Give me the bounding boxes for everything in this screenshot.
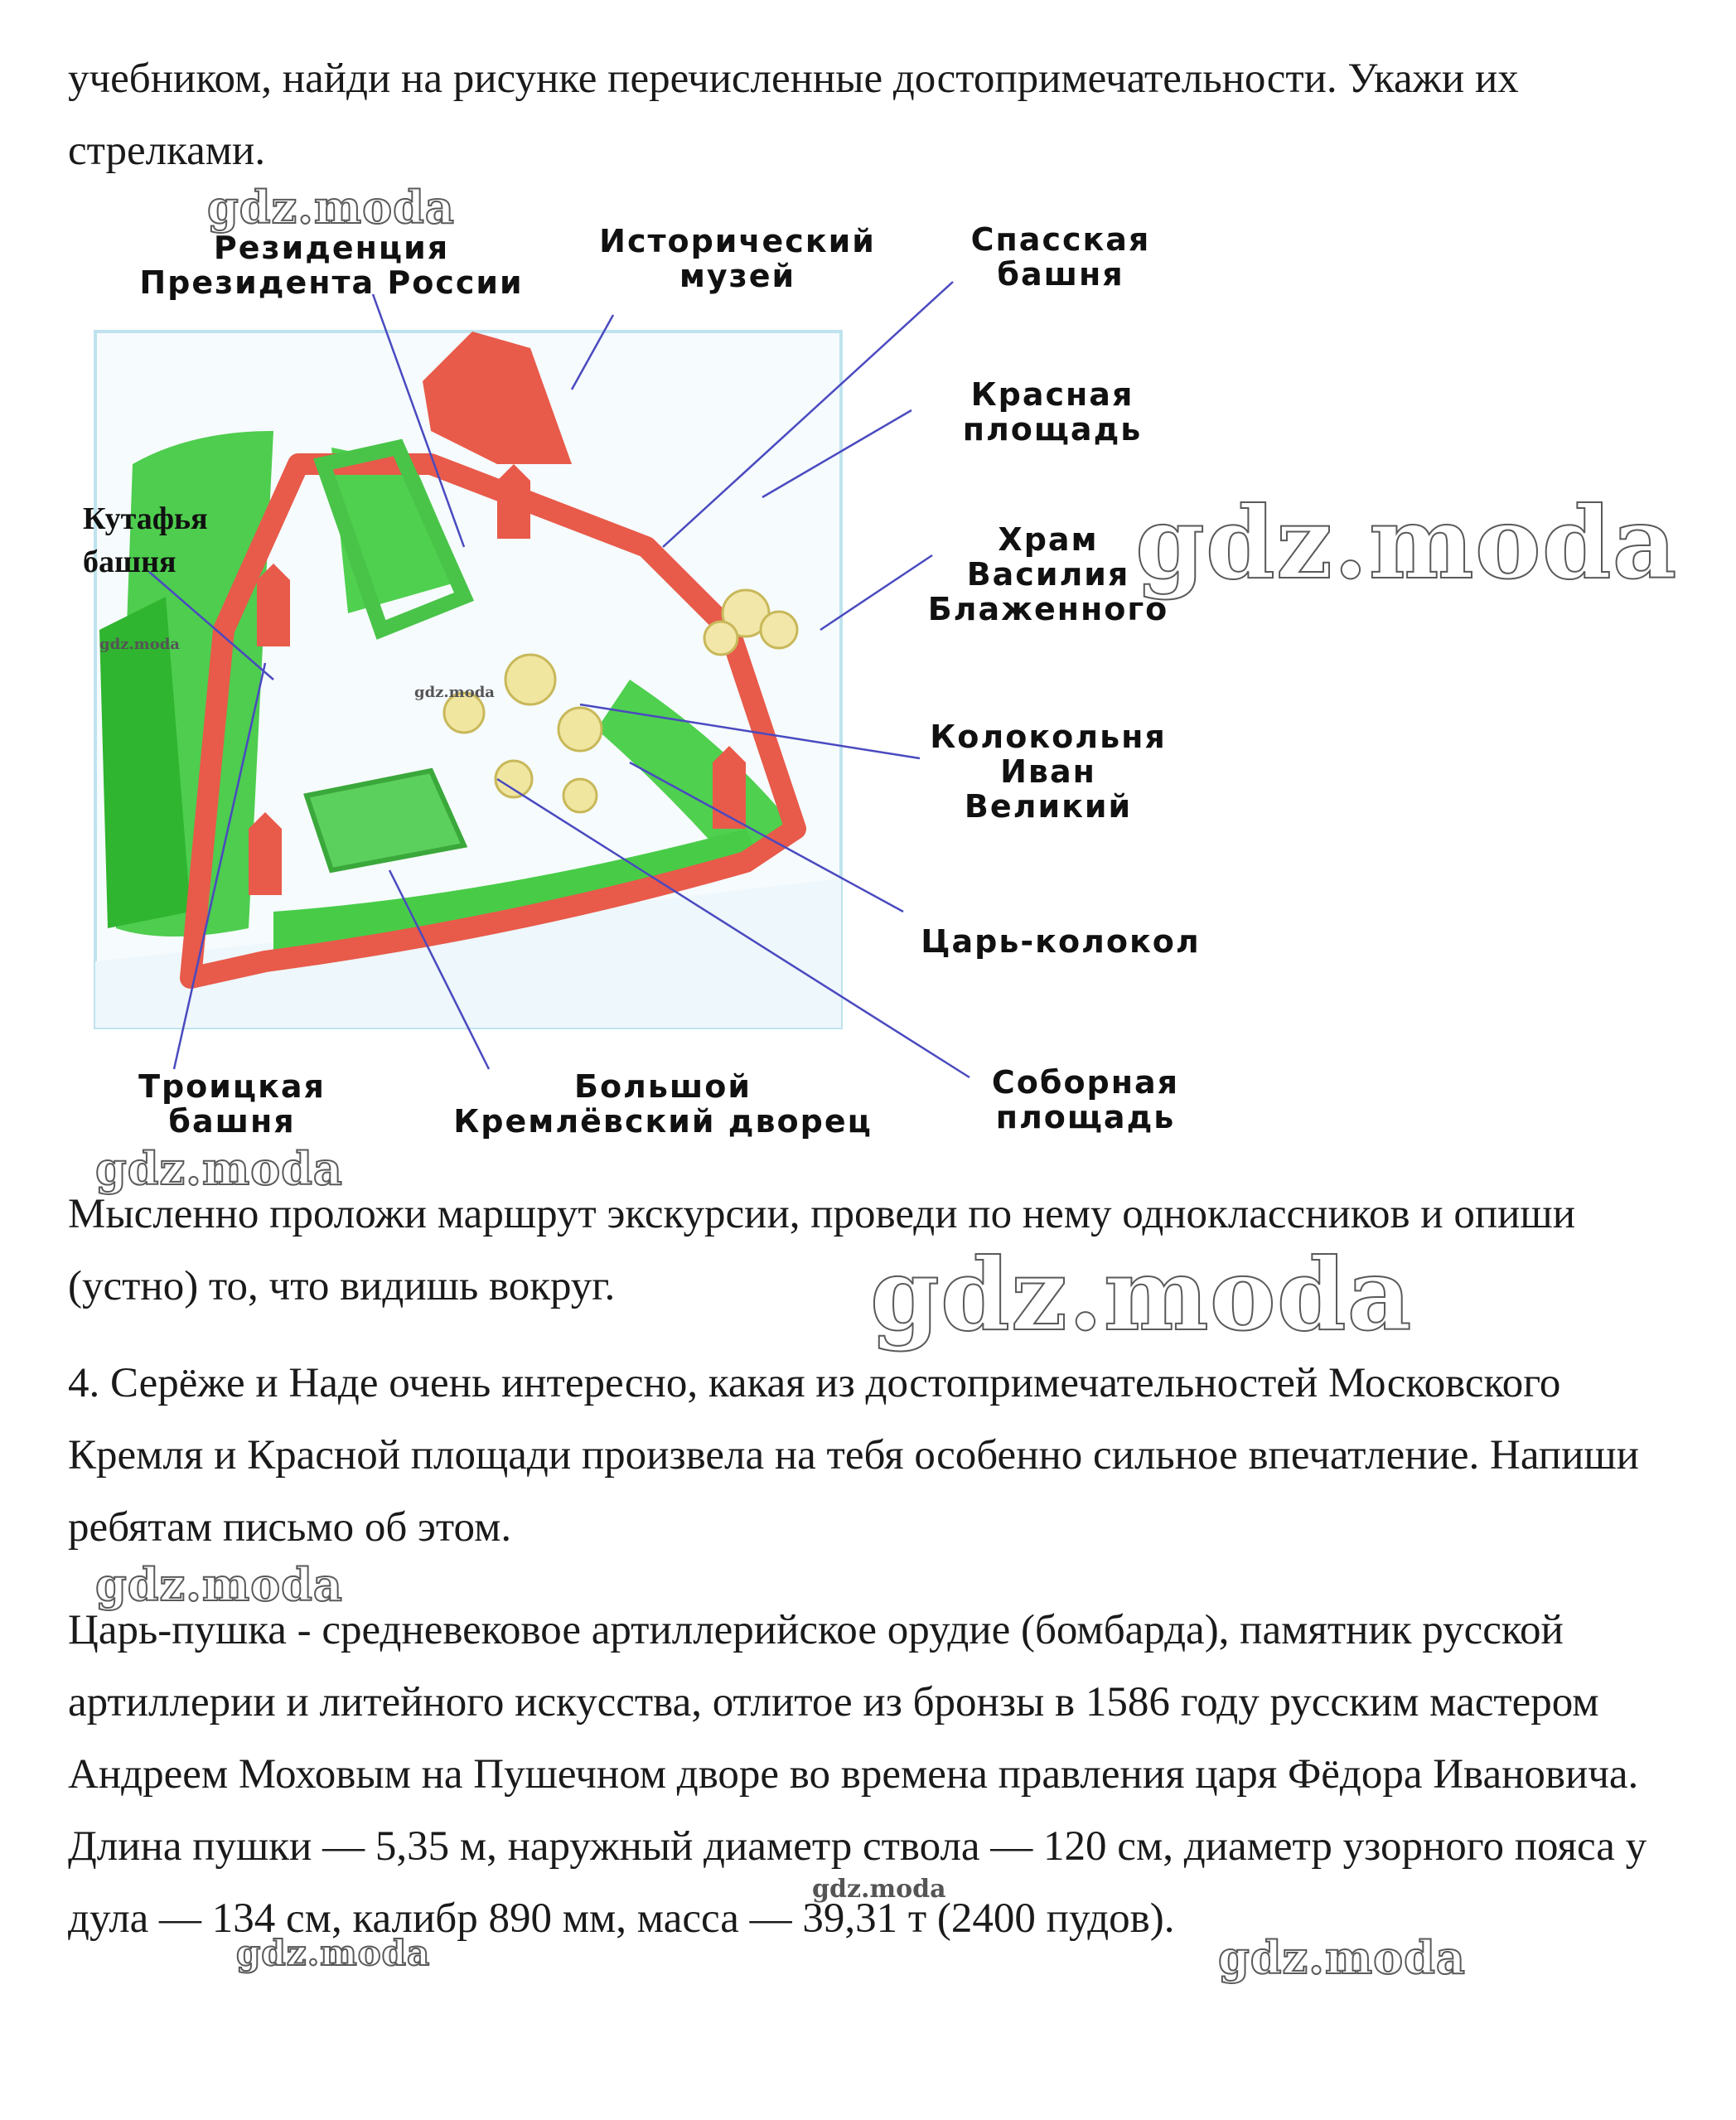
label-ivan-the-great: Колокольня Иван Великий (930, 719, 1167, 825)
task-4-text: 4. Серёже и Наде очень интересно, какая из достопримечательностей Московского Кремля и Красной площади произвела на тебя особенно сильное впечатление. Напиши ребятам письмо об этом. (68, 1360, 1639, 1551)
watermark: gdz.moda (95, 1142, 343, 1195)
answer-text: Царь-пушка - средневековое артиллерийское орудие (бомбарда), памятник русской артиллерии и литейного искусства, отлитое из бронзы в 1586 году русским мастером Андреем Моховым на Пушечном дворе во времена правления царя Фёдора Ивановича. Длина пушки — 5,35 м, наружный диаметр ствола — 120 см, диаметр узорного пояса у дула — 134 см, калибр 890 мм, масса — 39,31 т (2400 пудов). (68, 1607, 1647, 1942)
label-st-basil: Храм Василия Блаженного (927, 521, 1169, 627)
watermark: gdz.moda (99, 636, 180, 653)
label-troitskaya-tower: Троицкая башня (138, 1068, 326, 1140)
label-president-residence: Резиденция Президента России (139, 230, 524, 301)
label-grand-kremlin-palace: Большой Кремлёвский дворец (453, 1068, 873, 1140)
watermark: gdz.moda (870, 1237, 1413, 1353)
intro-text: учебником, найди на рисунке перечисленные достопримечательности. Укажи их стрелками. (68, 56, 1519, 174)
watermark: gdz.moda (236, 1933, 431, 1973)
label-kutafya-tower: Кутафья башня (83, 501, 208, 579)
watermark: gdz.moda (1218, 1931, 1466, 1984)
watermark: gdz.moda (207, 181, 455, 234)
label-tsar-bell: Царь-колокол (921, 923, 1201, 960)
route-text: Мысленно проложи маршрут экскурсии, проведи по нему одноклассников и опиши (устно) то, что видишь вокруг. (68, 1191, 1575, 1309)
watermark: gdz.moda (1135, 485, 1678, 602)
watermark: gdz.moda (95, 1558, 343, 1611)
label-red-square: Красная площадь (962, 376, 1143, 448)
watermark: gdz.moda (414, 684, 495, 701)
watermark: gdz.moda (812, 1875, 946, 1904)
label-historical-museum: Исторический музей (599, 223, 876, 294)
label-cathedral-square: Соборная площадь (991, 1064, 1180, 1135)
label-spasskaya-tower: Спасская башня (970, 221, 1151, 293)
